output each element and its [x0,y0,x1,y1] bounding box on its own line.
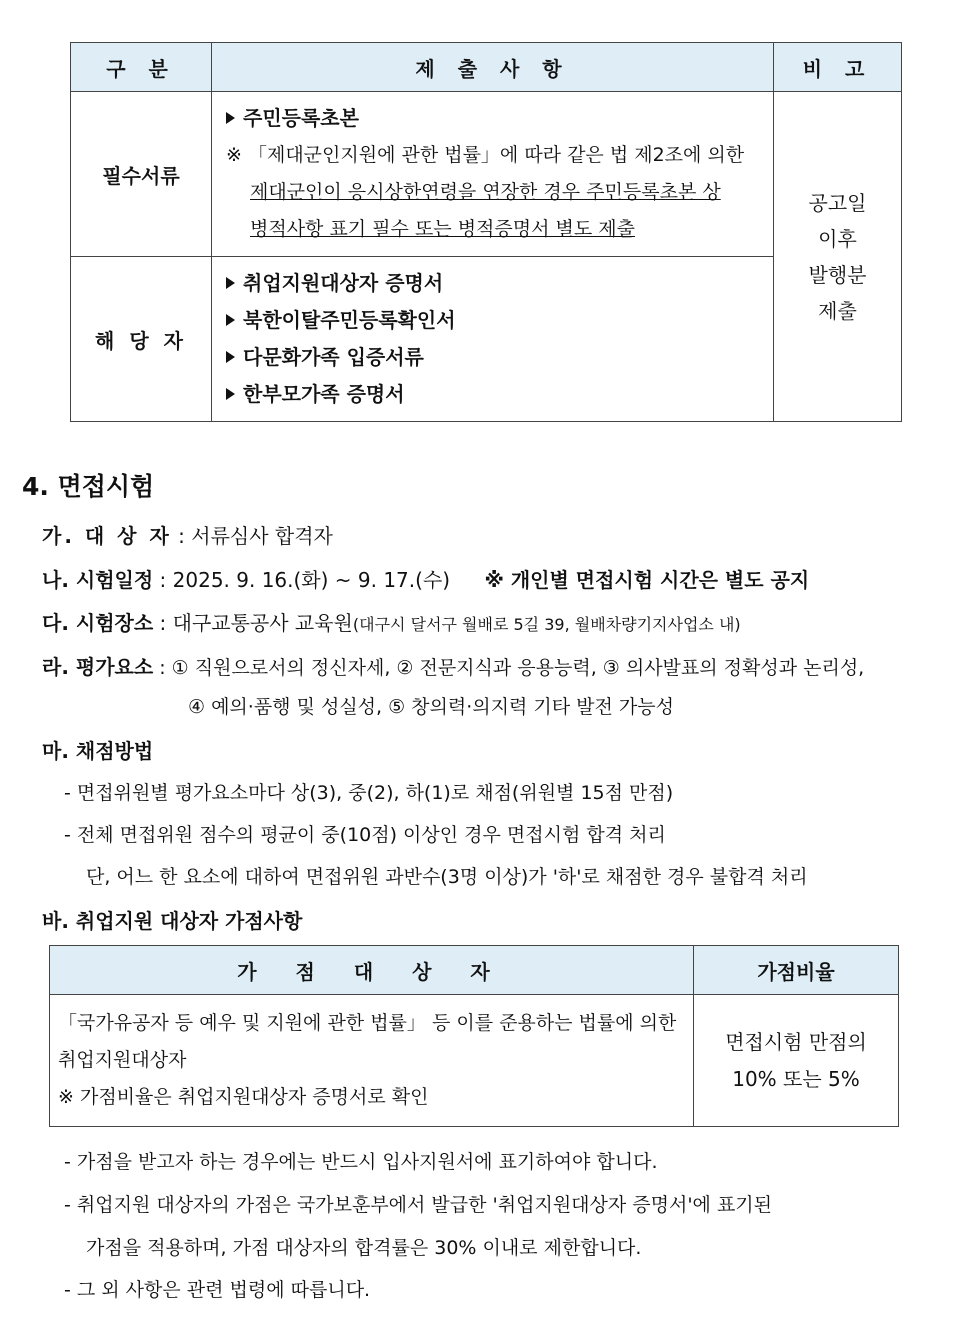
list-item: 한부모가족 증명서 [226,376,773,413]
triangle-bullet-icon [226,277,235,289]
submission-table [70,42,902,422]
required-docs-cell [212,92,774,257]
criteria-line-2: ④ 예의·품행 및 성실성, ⑤ 창의력·의지력 기타 발전 가능성 [188,696,674,718]
schedule-note: ※ 개인별 면접시험 시간은 별도 공지 [484,568,810,592]
target-line: 가. 대 상 자 : 서류심사 합격자 [42,524,333,548]
header-items: 제 출 사 항 [212,43,774,92]
footer-line-3: 가점을 적용하며, 가점 대상자의 합격률은 30% 이내로 제한합니다. [86,1237,642,1259]
triangle-bullet-icon [226,314,235,326]
scoring-line-2: - 전체 면접위원 점수의 평균이 중(10점) 이상인 경우 면접시험 합격 처리 [64,824,666,846]
scoring-line-1: - 면접위원별 평가요소마다 상(3), 중(2), 하(1)로 채점(위원별 15점 만점) [64,782,674,804]
bonus-table [49,945,899,1127]
section-title: 4. 면접시험 [22,472,155,501]
veteran-note: ※ 「제대군인지원에 관한 법률」에 따라 같은 법 제2조에 의한 제대군인이 응시상한연령을 연장한 경우 주민등록초본 상 병적사항 표기 필수 또는 병적증명서 별도 제출 [226,144,745,240]
header-bonus-rate: 가점비율 [694,946,899,995]
triangle-bullet-icon [226,351,235,363]
triangle-bullet-icon [226,388,235,400]
scoring-line-3: 단, 어느 한 요소에 대하여 면접위원 과반수(3명 이상)가 '하'로 채점한 경우 불합격 처리 [86,866,808,888]
header-bonus-target: 가 점 대 상 자 [50,946,694,995]
criteria-line: 라. 평가요소 : ① 직원으로서의 정신자세, ② 전문지식과 응용능력, ③ 의사발표의 정확성과 논리성, [42,655,865,679]
list-item: 북한이탈주민등록확인서 [226,302,773,339]
list-item: 취업지원대상자 증명서 [226,265,773,302]
venue-line: 다. 시험장소 : 대구교통공사 교육원(대구시 달서구 월배로 5길 39, 월배차량기지사업소 내) [42,611,741,635]
triangle-bullet-icon [226,112,235,124]
header-remark: 비 고 [774,43,902,92]
bonus-title: 바. 취업지원 대상자 가점사항 [42,909,303,933]
list-item: 다문화가족 입증서류 [226,339,773,376]
header-category: 구 분 [71,43,212,92]
list-item: 주민등록초본 [226,100,773,137]
schedule-line: 나. 시험일정 : 2025. 9. 16.(화) ~ 9. 17.(수) ※ 개인별 면접시험 시간은 별도 공지 [42,568,810,592]
bonus-rate-cell: 면접시험 만점의 10% 또는 5% [694,995,899,1127]
footer-line-2: - 취업지원 대상자의 가점은 국가보훈부에서 발급한 '취업지원대상자 증명서'에 표기된 [64,1194,773,1216]
bonus-target-cell: 「국가유공자 등 예우 및 지원에 관한 법률」 등 이를 준용하는 법률에 의한 취업지원대상자 ※ 가점비율은 취업지원대상자 증명서로 확인 [50,995,694,1127]
footer-line-1: - 가점을 받고자 하는 경우에는 반드시 입사지원서에 표기하여야 합니다. [64,1151,658,1173]
category-applicable: 해 당 자 [71,257,212,422]
scoring-title: 마. 채점방법 [42,739,154,763]
footer-line-4: - 그 외 사항은 관련 법령에 따릅니다. [64,1279,371,1301]
remark-cell: 공고일 이후 발행분 제출 [774,92,902,422]
applicable-docs-cell [212,257,774,422]
category-required: 필수서류 [71,92,212,257]
